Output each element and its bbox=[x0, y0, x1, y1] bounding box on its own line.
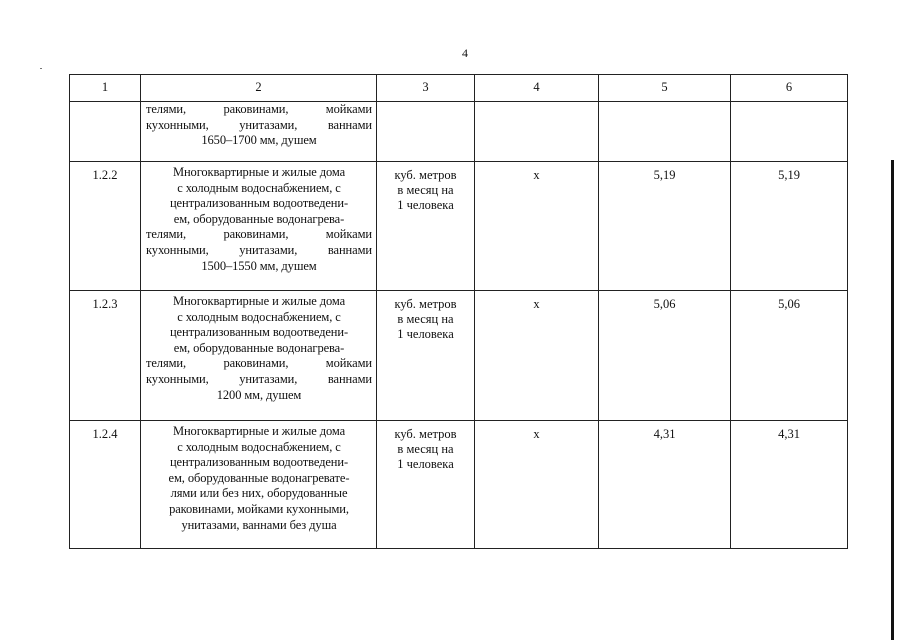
description-line: централизованным водоотведени- bbox=[169, 455, 349, 470]
description-line: ем, оборудованные водонагревате- bbox=[168, 470, 350, 485]
unit-line: куб. метров bbox=[394, 427, 457, 441]
header-cell: 5 bbox=[599, 75, 731, 102]
description-line: 1500‒1550 мм, душем bbox=[201, 258, 317, 273]
description-line: лями или без них, оборудованные bbox=[170, 486, 348, 501]
value-cell: х bbox=[475, 291, 599, 421]
description-line: кухонными, унитазами, ваннами bbox=[146, 117, 372, 132]
description-line: 1650‒1700 мм, душем bbox=[201, 133, 317, 148]
value-cell: 5,19 bbox=[731, 162, 848, 291]
scan-speck bbox=[40, 68, 42, 69]
code-cell: 1.2.2 bbox=[70, 162, 141, 291]
unit-cell bbox=[377, 162, 475, 291]
header-cell: 3 bbox=[377, 75, 475, 102]
unit-line: куб. метров bbox=[394, 168, 457, 182]
description-line: телями, раковинами, мойками bbox=[146, 102, 372, 116]
value-cell bbox=[475, 102, 599, 162]
header-cell: 4 bbox=[475, 75, 599, 102]
unit-cell bbox=[377, 102, 475, 162]
value-cell bbox=[599, 102, 731, 162]
value-cell: 4,31 bbox=[731, 421, 848, 549]
header-cell: 1 bbox=[70, 75, 141, 102]
description-line: ем, оборудованные водонагрева- bbox=[173, 211, 345, 226]
unit-line: в месяц на bbox=[397, 183, 454, 197]
unit-cell bbox=[377, 421, 475, 549]
description-line: кухонными, унитазами, ваннами bbox=[146, 242, 372, 257]
header-cell: 2 bbox=[141, 75, 377, 102]
header-row bbox=[70, 75, 848, 102]
value-cell: х bbox=[475, 421, 599, 549]
unit-line: 1 человека bbox=[397, 457, 454, 471]
description-line: централизованным водоотведени- bbox=[169, 196, 349, 211]
description-line: Многоквартирные и жилые дома bbox=[172, 294, 346, 308]
unit-line: в месяц на bbox=[397, 442, 454, 456]
description-cell bbox=[141, 162, 377, 291]
value-cell: 5,06 bbox=[599, 291, 731, 421]
description-line: раковинами, мойками кухонными, bbox=[169, 501, 349, 516]
table-row bbox=[70, 421, 848, 549]
value-cell: 4,31 bbox=[599, 421, 731, 549]
unit-line: в месяц на bbox=[397, 312, 454, 326]
description-line: телями, раковинами, мойками bbox=[146, 227, 372, 242]
description-line: Многоквартирные и жилые дома bbox=[172, 165, 346, 179]
description-line: телями, раковинами, мойками bbox=[146, 356, 372, 371]
value-cell bbox=[731, 102, 848, 162]
table-row bbox=[70, 291, 848, 421]
value-cell: х bbox=[475, 162, 599, 291]
unit-line: 1 человека bbox=[397, 198, 454, 212]
description-line: централизованным водоотведени- bbox=[169, 325, 349, 340]
unit-line: куб. метров bbox=[394, 297, 457, 311]
code-cell: 1.2.3 bbox=[70, 291, 141, 421]
page-number: 4 bbox=[462, 46, 468, 60]
page-edge-line bbox=[891, 160, 894, 640]
description-cell bbox=[141, 102, 377, 162]
description-line: 1200 мм, душем bbox=[216, 387, 302, 402]
description-line: ем, оборудованные водонагрева- bbox=[173, 340, 345, 355]
description-line: Многоквартирные и жилые дома bbox=[172, 424, 346, 438]
code-cell: 1.2.4 bbox=[70, 421, 141, 549]
code-cell bbox=[70, 102, 141, 162]
description-cell bbox=[141, 421, 377, 549]
unit-cell bbox=[377, 291, 475, 421]
tariff-table bbox=[69, 74, 848, 549]
description-line: с холодным водоснабжением, с bbox=[177, 180, 341, 195]
table-row bbox=[70, 162, 848, 291]
value-cell: 5,19 bbox=[599, 162, 731, 291]
header-cell: 6 bbox=[731, 75, 848, 102]
description-line: кухонными, унитазами, ваннами bbox=[146, 371, 372, 386]
description-line: с холодным водоснабжением, с bbox=[177, 439, 341, 454]
unit-line: 1 человека bbox=[397, 327, 454, 341]
continuation-row bbox=[70, 102, 848, 162]
description-cell bbox=[141, 291, 377, 421]
description-line: унитазами, ваннами без душа bbox=[181, 517, 337, 532]
value-cell: 5,06 bbox=[731, 291, 848, 421]
description-line: с холодным водоснабжением, с bbox=[177, 309, 341, 324]
